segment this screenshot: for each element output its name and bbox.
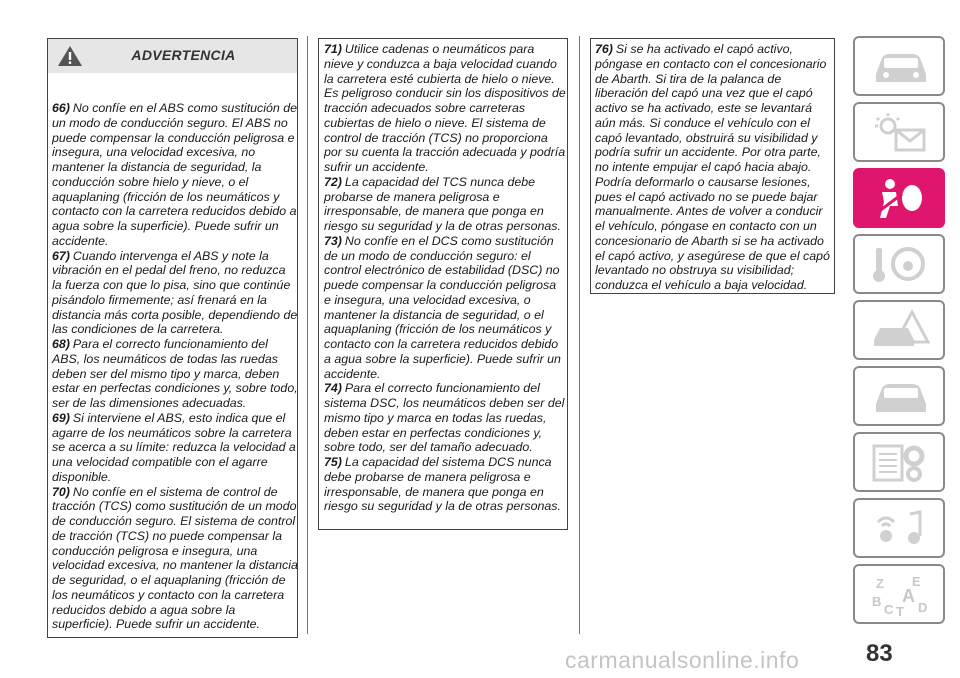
paragraph-number: 71) — [324, 42, 342, 56]
watermark: carmanualsonline.info — [565, 647, 800, 673]
warning-text-col3 — [595, 42, 833, 293]
index-letter: A — [902, 586, 915, 606]
key-steering-wheel-icon — [868, 242, 930, 286]
paragraph-number: 67) — [52, 248, 70, 263]
paragraph-number: 73) — [324, 233, 342, 248]
airbag-seatbelt-icon — [868, 176, 930, 220]
paragraph-text: No confíe en el ABS como sustitución de un modo de conducción seguro. El ABS no puede compensar la conducción peligrosa e insegura, una velocidad excesiva, no mantener la distancia de seguridad, la conducción sobre hielo y nieve, o el aquaplaning (fricción de los neumáticos y contacto con la carretera reducidos debido a agua sobre la superficie). Puede sufrir un accidente. — [52, 101, 297, 248]
chapter-tab-maintenance[interactable] — [853, 366, 945, 426]
paragraph-75 — [324, 455, 566, 514]
paragraph-number: 74) — [324, 381, 342, 396]
paragraph-73 — [324, 234, 566, 382]
paragraph-number: 69) — [52, 410, 70, 425]
index-letter: E — [912, 574, 921, 589]
paragraph-number: 76) — [595, 42, 613, 56]
chapter-tab-dashboard[interactable] — [853, 36, 945, 96]
warning-text-col1 — [52, 101, 298, 632]
warning-box-continued — [590, 38, 835, 294]
paragraph-text: Si interviene el ABS, esto indica que el agarre de los neumáticos sobre la carretera se acerca a su límite: reduzca la velocidad a una velocidad compatible con el agarre disponible. — [52, 410, 296, 484]
paragraph-text: Cuando intervenga el ABS y note la vibración en el pedal del freno, no reduzca la fuerza con que lo pisa, sino que continúe pisándolo firmemente; así frenará en la distancia más corta posible, dependiendo de las condiciones de la carretera. — [52, 248, 298, 337]
alphabetical-index-icon — [868, 572, 930, 616]
index-letter: T — [896, 604, 904, 616]
warning-lights-message-icon — [868, 110, 930, 154]
chapter-tab-emergency[interactable] — [853, 300, 945, 360]
paragraph-text: Si se ha activado el capó activo, póngase en contacto con el concesionario de Abarth. Si tira de la palanca de liberación del capó una vez que el capó activo se ha activado, este se levantará aún más. Si conduce el vehículo con el capó levantado, obstruirá su visibilidad y podría sufrir un accidente. Por otra parte, no intente empujar el capó hacia abajo. Podría deformarlo o causarse lesiones, pues el capó activado no se puede bajar manualmente. Antes de volver a conducir el vehículo, póngase en contacto con un concesionario de Abarth si se ha activado el capó activo, y asegúrese de que el capó levantado no obstruya su visibilidad; conduzca el vehículo a baja velocidad. — [595, 42, 830, 292]
warning-box — [47, 38, 298, 638]
warning-title: ADVERTENCIA — [131, 47, 236, 63]
car-maintenance-icon — [868, 374, 930, 418]
warning-box-continued — [318, 38, 568, 530]
paragraph-number: 75) — [324, 455, 342, 469]
paragraph-number: 66) — [52, 101, 70, 115]
paragraph-71 — [324, 42, 566, 175]
paragraph-text: Para el correcto funcionamiento del ABS, los neumáticos de todas las ruedas deben ser del mismo tipo y marca, deben estar en perfectas condiciones y, sobre todo, ser de las dimensiones adecuadas. — [52, 337, 298, 410]
page-number: 83 — [866, 640, 893, 667]
paragraph-text: La capacidad del TCS nunca debe probarse de manera peligrosa e irresponsable, de manera que ponga en riesgo su seguridad y la de otras personas. — [324, 174, 561, 233]
chapter-tab-multimedia[interactable] — [853, 498, 945, 558]
paragraph-text: Utilice cadenas o neumáticos para nieve y conduzca a baja velocidad cuando la carretera esté cubierta de hielo o nieve. Es peligroso conducir sin los dispositivos de tracción adecuados sobre carreteras cubiertas de hielo o nieve. El sistema de control de tracción (TCS) no proporciona por su cuenta la tracción adecuada y podría sufrir un accidente. — [324, 42, 566, 174]
warning-text-col2 — [324, 42, 566, 514]
paragraph-66 — [52, 101, 298, 249]
chapter-tab-index[interactable] — [853, 564, 945, 624]
multimedia-icon — [868, 506, 930, 550]
paragraph-number: 72) — [324, 174, 342, 189]
index-letter: B — [872, 594, 882, 609]
emergency-car-icon — [868, 308, 930, 352]
index-letter: Z — [876, 576, 884, 591]
chapter-tab-warning-lights[interactable] — [853, 102, 945, 162]
index-letter: D — [918, 600, 928, 615]
paragraph-text: No confíe en el sistema de control de tracción (TCS) como sustitución de un modo de conducción seguro. El sistema de control de tracción (TCS) no puede compensar la conducción peligrosa e insegura, una velocidad excesiva, no mantener la distancia de seguridad, o el aquaplaning (fricción de los neumáticos y contacto con la carretera reducidos debido a agua sobre la superficie). Puede sufrir un accidente. — [52, 484, 298, 632]
index-letter: C — [884, 602, 894, 616]
column-divider — [307, 36, 308, 634]
paragraph-74 — [324, 381, 566, 455]
paragraph-text: No confíe en el DCS como sustitución de un modo de conducción seguro: el control electrónico de estabilidad (DSC) no puede compensar la conducción peligrosa e insegura, una velocidad excesiva, o mantener la distancia de seguridad, o el aquaplaning (fricción de los neumáticos y contacto con la carretera reducidos debido a agua sobre la superficie). Puede sufrir un accidente. — [324, 233, 561, 381]
paragraph-text: Para el correcto funcionamiento del sistema DSC, los neumáticos deben ser del mismo tipo y marca en todas las ruedas, deben estar en perfectas condiciones y, sobre todo, ser del tamaño adecuado. — [324, 381, 565, 455]
paragraph-76 — [595, 42, 833, 293]
paragraph-text: La capacidad del sistema DCS nunca debe probarse de manera peligrosa e irresponsable, de manera que ponga en riesgo su seguridad y la de otras personas. — [324, 455, 561, 514]
specifications-gear-icon — [868, 440, 930, 484]
chapter-tab-safety[interactable] — [853, 168, 945, 228]
paragraph-70 — [52, 485, 298, 633]
paragraph-number: 70) — [52, 484, 70, 499]
car-dashboard-icon — [868, 44, 930, 88]
paragraph-69 — [52, 411, 298, 485]
paragraph-72 — [324, 175, 566, 234]
chapter-tab-specifications[interactable] — [853, 432, 945, 492]
column-divider — [579, 36, 580, 634]
chapter-tab-starting-driving[interactable] — [853, 234, 945, 294]
paragraph-number: 68) — [52, 337, 70, 351]
warning-header — [48, 39, 297, 73]
paragraph-68 — [52, 337, 298, 411]
paragraph-67 — [52, 249, 298, 338]
